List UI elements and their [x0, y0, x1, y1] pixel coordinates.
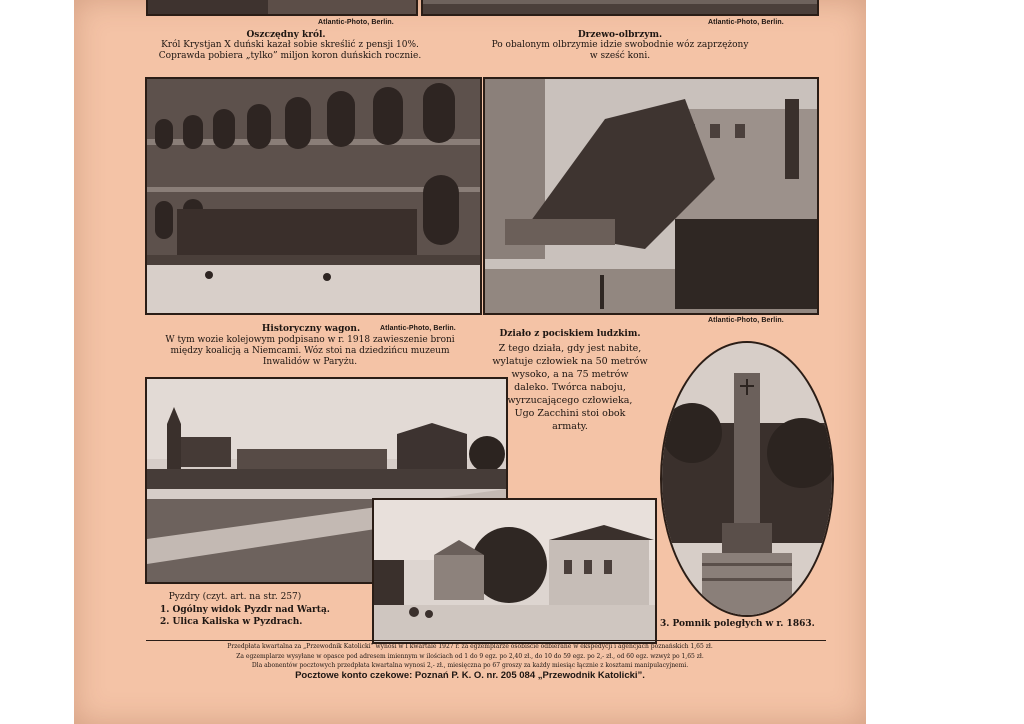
caption-line: daleko. Twórca naboju,	[514, 382, 626, 393]
caption-line: Ugo Zacchini stoi obok	[514, 408, 626, 419]
photo-king-partial	[146, 0, 418, 16]
caption-line: między koalicją a Niemcami. Wóz stoi na dziedzińcu muzeum	[170, 346, 450, 356]
footer-divider	[146, 640, 826, 641]
caption-line: Z tego działa, gdy jest nabite,	[498, 343, 642, 354]
caption-title-tree: Drzewo-olbrzym.	[577, 30, 663, 40]
photo-credit: Atlantic-Photo, Berlin.	[708, 19, 784, 26]
caption-line: armaty.	[552, 421, 588, 432]
photo-monument-oval	[660, 341, 834, 617]
caption-pyzdry-item-1: 1. Ogólny widok Pyzdr nad Wartą.	[160, 605, 330, 615]
caption-line: wysoko, a na 75 metrów	[511, 369, 629, 380]
caption-line: Król Krystjan X duński kazał sobie skreślić z pensji 10%.	[161, 40, 419, 50]
photo-tree-partial	[421, 0, 819, 16]
photo-credit: Atlantic-Photo, Berlin.	[318, 19, 394, 26]
caption-text-cannon	[490, 342, 650, 433]
caption-line: w sześć koni.	[589, 51, 651, 61]
footer-line-2: Za egzemplarze wysyłane w opasce pod adresem imiennym w ilościach od 1 do 9 egz. po 2,40 zł., do 10 do 59 egz. po 2,- zł., od 60 egz. wzwyż po 1,65 zł.	[236, 653, 704, 660]
caption-text-tree	[470, 40, 770, 62]
caption-text-wagon	[140, 335, 480, 368]
caption-line: Inwalidów w Paryżu.	[262, 357, 358, 367]
photo-credit: Atlantic-Photo, Berlin.	[708, 317, 784, 324]
caption-line: Po obalonym olbrzymie idzie swobodnie wóz zaprzężony	[491, 40, 749, 50]
caption-line: wylatuje człowiek na 50 metrów	[492, 356, 648, 367]
caption-monument: 3. Pomnik poległych w r. 1863.	[660, 619, 815, 629]
caption-pyzdry-title: Pyzdry (czyt. art. na str. 257)	[168, 592, 302, 602]
caption-text-king	[140, 40, 440, 62]
caption-pyzdry-item-2: 2. Ulica Kaliska w Pyzdrach.	[160, 617, 303, 627]
caption-line: W tym wozie kolejowym podpisano w r. 1918 zawieszenie broni	[165, 335, 455, 345]
caption-line: wyrzucającego człowieka,	[507, 395, 633, 406]
caption-title-king: Oszczędny król.	[246, 30, 326, 40]
photo-historic-wagon	[145, 77, 482, 315]
photo-kaliska-street	[372, 498, 657, 644]
footer-line-1: Przedpłata kwartalna za „Przewodnik Katolicki” wynosi w I kwartale 1927 r. za egzemplarze osobiście odbierane w ekspedycji i agencjach poznańskich 1,65 zł.	[227, 643, 713, 650]
caption-line: Coprawda pobiera „tylko” miljon koron duńskich rocznie.	[158, 51, 422, 61]
photo-credit: Atlantic-Photo, Berlin.	[380, 325, 456, 332]
footer-postal-account: Pocztowe konto czekowe: Poznań P. K. O. nr. 205 084 „Przewodnik Katolicki”.	[295, 670, 645, 681]
caption-title-cannon: Działo z pociskiem ludzkim.	[499, 329, 641, 339]
footer-line-3: Dla abonentów pocztowych przedpłata kwartalna wynosi 2,- zł., miesięczna po 67 groszy za każdy miesiąc łącznie z kosztami manipulacyjnemi.	[251, 662, 689, 669]
photo-cannon	[483, 77, 819, 315]
caption-title-wagon: Historyczny wagon.	[261, 324, 361, 334]
